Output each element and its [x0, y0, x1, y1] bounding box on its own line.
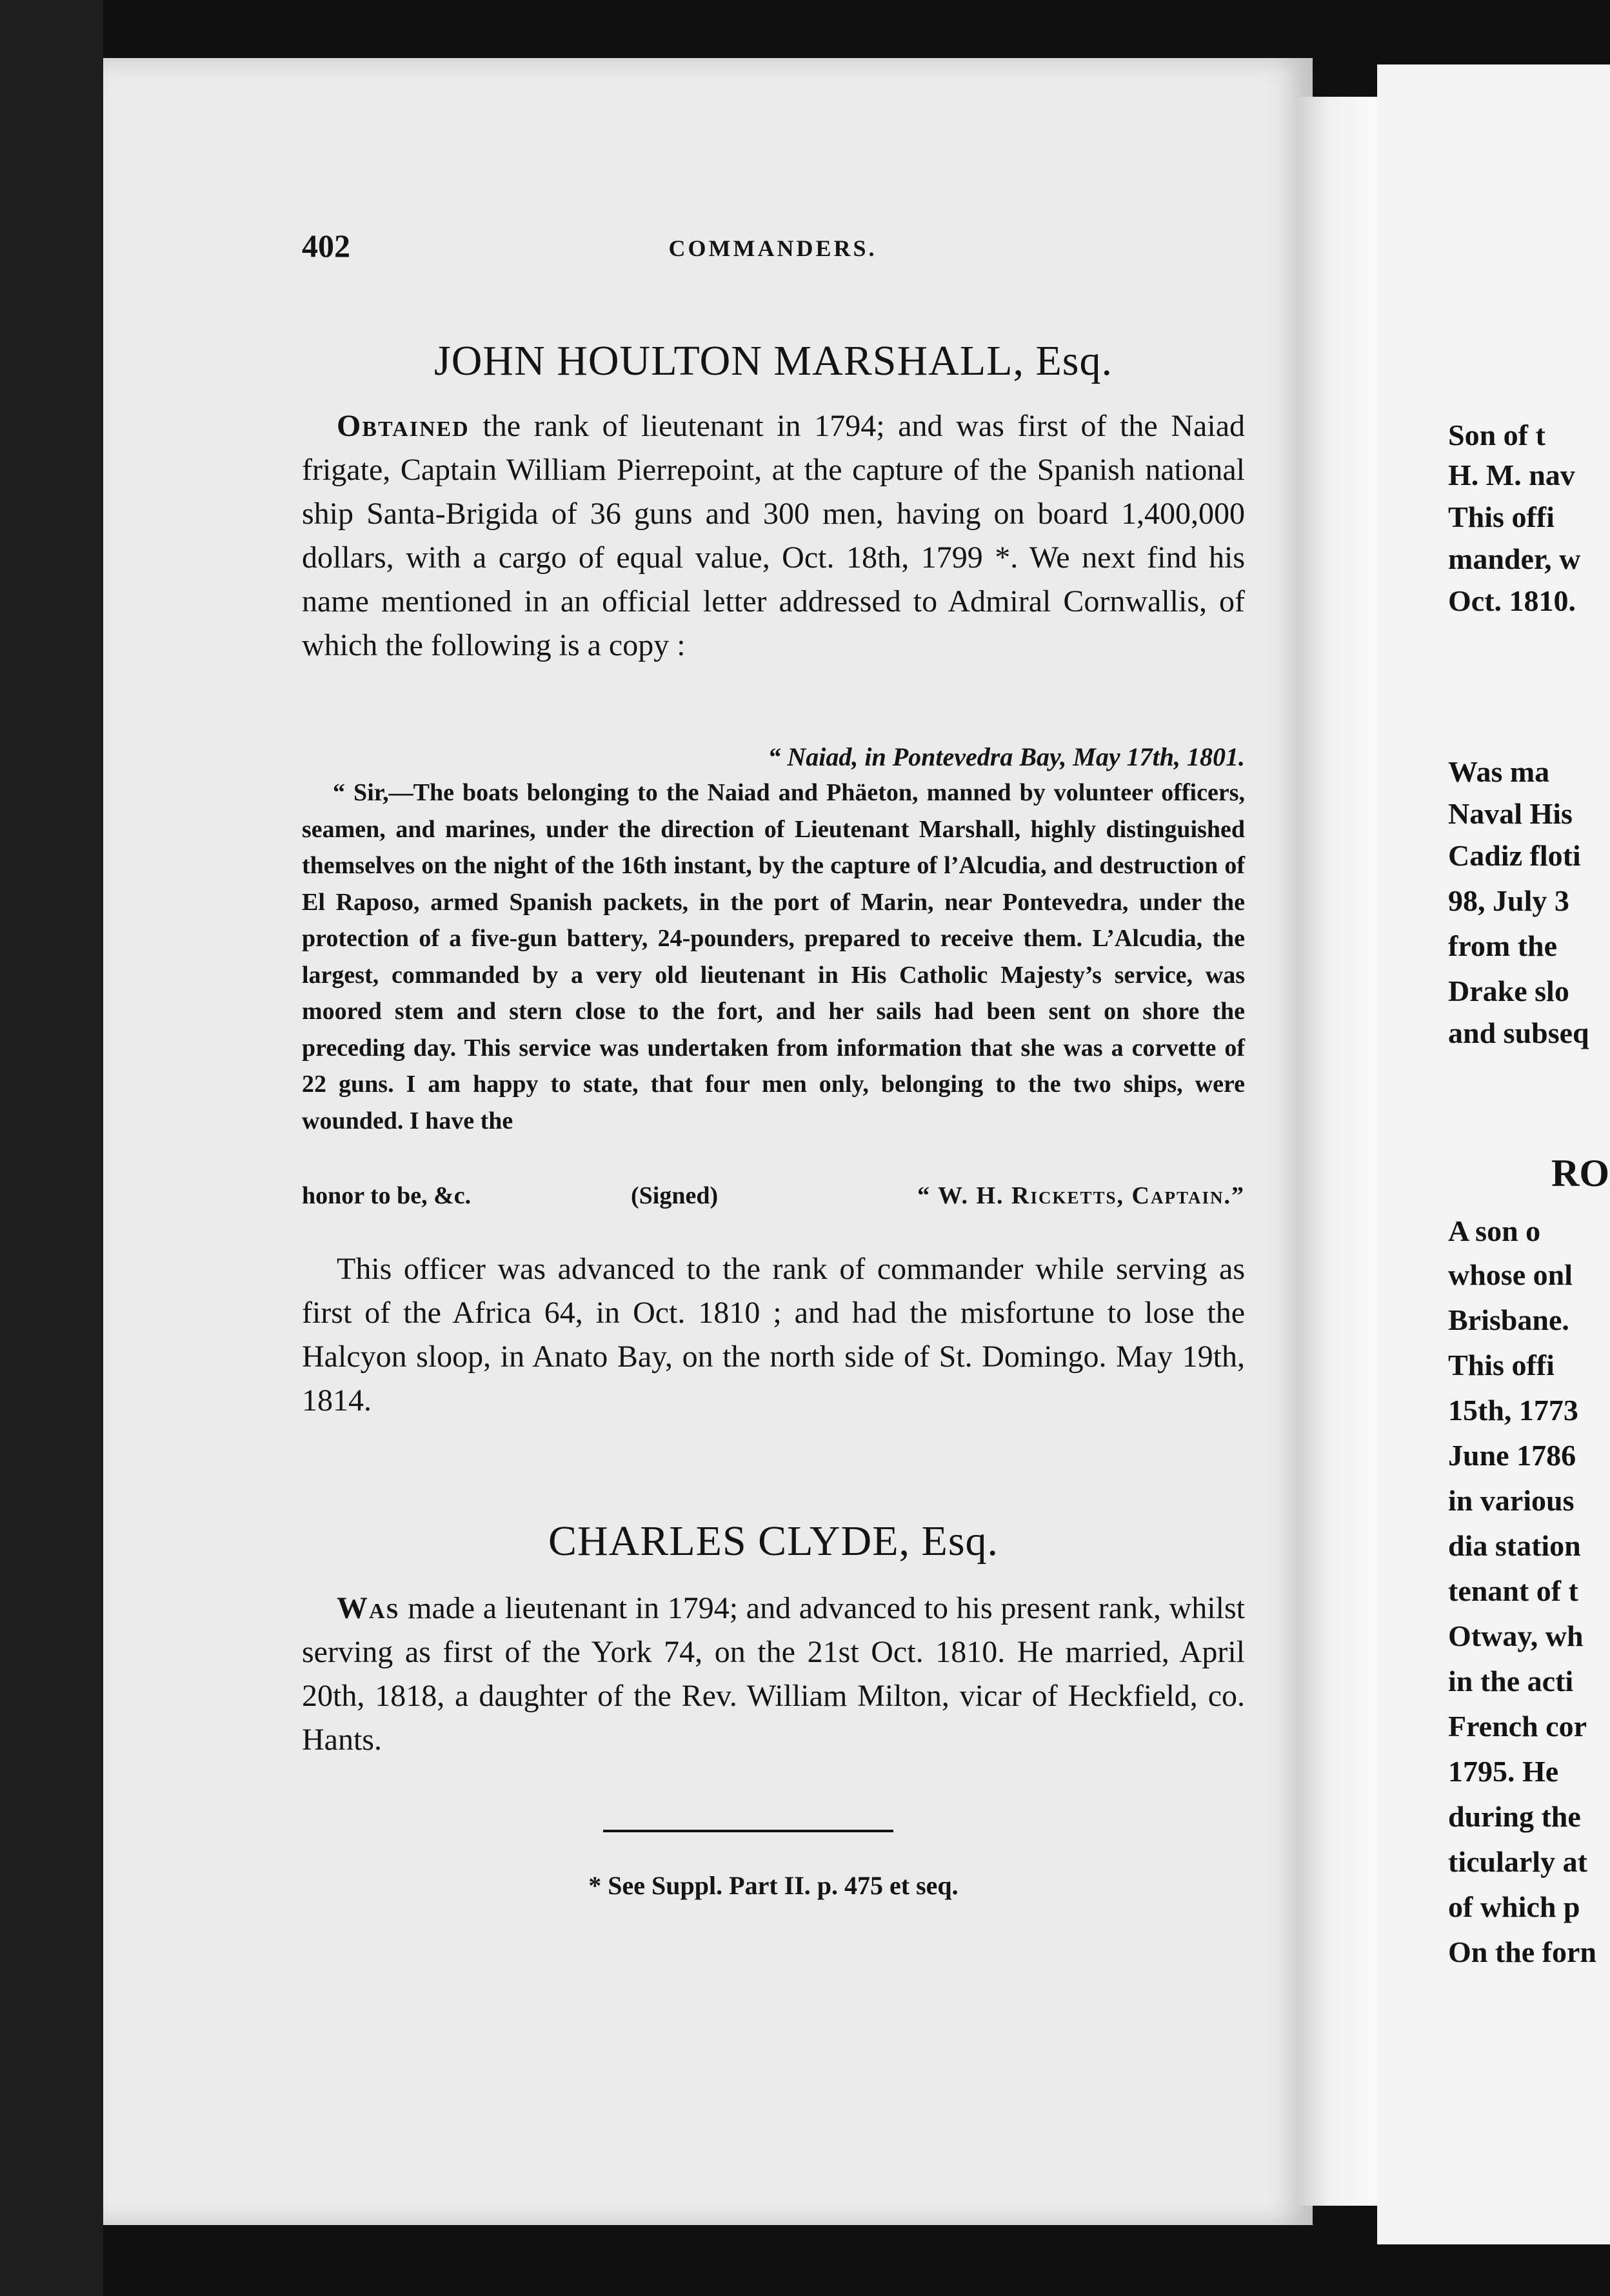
paragraph: This officer was advanced to the rank of commander while serving as first of the Africa 64, in Oct. 1810 ; and had the misfortune to lose the Halcyon sloop, in Anato Bay, on the north side of St. Domingo. May 19th, 1814.: [302, 1252, 1245, 1418]
right-page-line: and subseq: [1448, 1016, 1589, 1049]
paragraph-text: made a lieutenant in 1794; and advanced to his present rank, whilst serving as first of the York 74, on the 21st Oct. 1810. He married, April 20th, 1818, a daughter of the Rev. William Milton, vicar of Heckfield, co. Hants.: [302, 1591, 1245, 1757]
footnote: * See Suppl. Part II. p. 475 et seq.: [588, 1871, 959, 1900]
letter-signature: “ W. H. Ricketts, Captain.”: [917, 1182, 1245, 1209]
right-page-line: H. M. nav: [1448, 459, 1575, 491]
right-page-line: 15th, 1773: [1448, 1394, 1578, 1427]
paragraph: [302, 404, 1245, 668]
right-page-line: whose onl: [1448, 1258, 1573, 1291]
entry-marshall-paragraph-2: [302, 1247, 1245, 1423]
footnote-rule: [603, 1830, 893, 1832]
right-page-line: Was ma: [1448, 755, 1550, 788]
right-page-line: On the forn: [1448, 1935, 1596, 1968]
page-header: [302, 227, 1244, 272]
right-page-line: 98, July 3: [1448, 884, 1569, 917]
letter-body: “ Sir,—The boats belonging to the Naiad and Phäeton, manned by volunteer officers, seamen, and marines, under the direction of Lieutenant Marshall, highly distinguished themselves on the night of the 16th instant, by the capture of l’Alcudia, and destruction of El Raposo, armed Spanish packets, in the port of Marin, near Pontevedra, under the protection of a five-gun battery, 24-pounders, prepared to receive them. L’Alcudia, the largest, commanded by a very old lieutenant in His Catholic Majesty’s service, was moored stem and stern close to the fort, and her sails had been sent on shore the preceding day. This service was undertaken from information that she was a corvette of 22 guns. I am happy to state, that four men only, belonging to the two ships, were wounded. I have the: [302, 779, 1245, 1134]
entry-title-marshall: JOHN HOULTON MARSHALL, Esq.: [434, 337, 1113, 384]
right-page-line: French cor: [1448, 1710, 1587, 1743]
paragraph-text: the rank of lieutenant in 1794; and was first of the Naiad frigate, Captain William Pierrepoint, at the capture of the Spanish national ship Santa-Brigida of 36 guns and 300 men, having on board 1,400,000 dollars, with a cargo of equal value, Oct. 18th, 1799 *. We next find his name mentioned in an official letter addressed to Admiral Cornwallis, of which the following is a copy :: [302, 409, 1246, 662]
entry-title-clyde: CHARLES CLYDE, Esq.: [548, 1518, 999, 1565]
paragraph: [302, 1587, 1245, 1762]
right-page-line: Son of t: [1448, 419, 1545, 451]
running-head: COMMANDERS.: [668, 235, 877, 261]
right-page-line: 1795. He: [1448, 1755, 1559, 1788]
right-page-line: in the acti: [1448, 1665, 1574, 1697]
right-page-line: mander, w: [1448, 542, 1581, 575]
right-page-heading: RO: [1551, 1152, 1609, 1194]
letter-closing: honor to be, &c.: [302, 1182, 472, 1209]
entry-marshall-paragraph-1: [302, 404, 1245, 668]
page-fold: [1297, 97, 1377, 2206]
right-page-line: in various: [1448, 1484, 1575, 1517]
right-page-line: Brisbane.: [1448, 1303, 1569, 1336]
right-page-line: Naval His: [1448, 797, 1573, 830]
right-page-line: Cadiz floti: [1448, 839, 1581, 872]
right-page-line: Otway, wh: [1448, 1619, 1584, 1652]
right-page-line: This offi: [1448, 500, 1555, 533]
right-page-line: dia station: [1448, 1529, 1581, 1562]
lead-word: Obtained: [337, 409, 470, 443]
letter-heading: “ Naiad, in Pontevedra Bay, May 17th, 1801.: [768, 742, 1245, 771]
right-page-line: This offi: [1448, 1349, 1555, 1381]
right-page-line: Drake slo: [1448, 975, 1569, 1007]
entry-clyde-paragraph-1: [302, 1587, 1245, 1762]
right-page-line: Oct. 1810.: [1448, 584, 1576, 617]
lead-word: Was: [337, 1591, 400, 1625]
left-edge-shadow: [0, 0, 103, 2296]
page-number: 402: [302, 228, 350, 264]
right-page-line: from the: [1448, 929, 1558, 962]
right-page-line: of which p: [1448, 1890, 1580, 1923]
letter-signed: (Signed): [631, 1182, 719, 1209]
right-page-line: during the: [1448, 1800, 1581, 1833]
right-page-line: ticularly at: [1448, 1845, 1587, 1878]
right-page-line: June 1786: [1448, 1439, 1576, 1472]
right-page-line: tenant of t: [1448, 1574, 1578, 1607]
right-page-line: A son o: [1448, 1214, 1541, 1247]
quoted-letter: [302, 775, 1245, 1139]
